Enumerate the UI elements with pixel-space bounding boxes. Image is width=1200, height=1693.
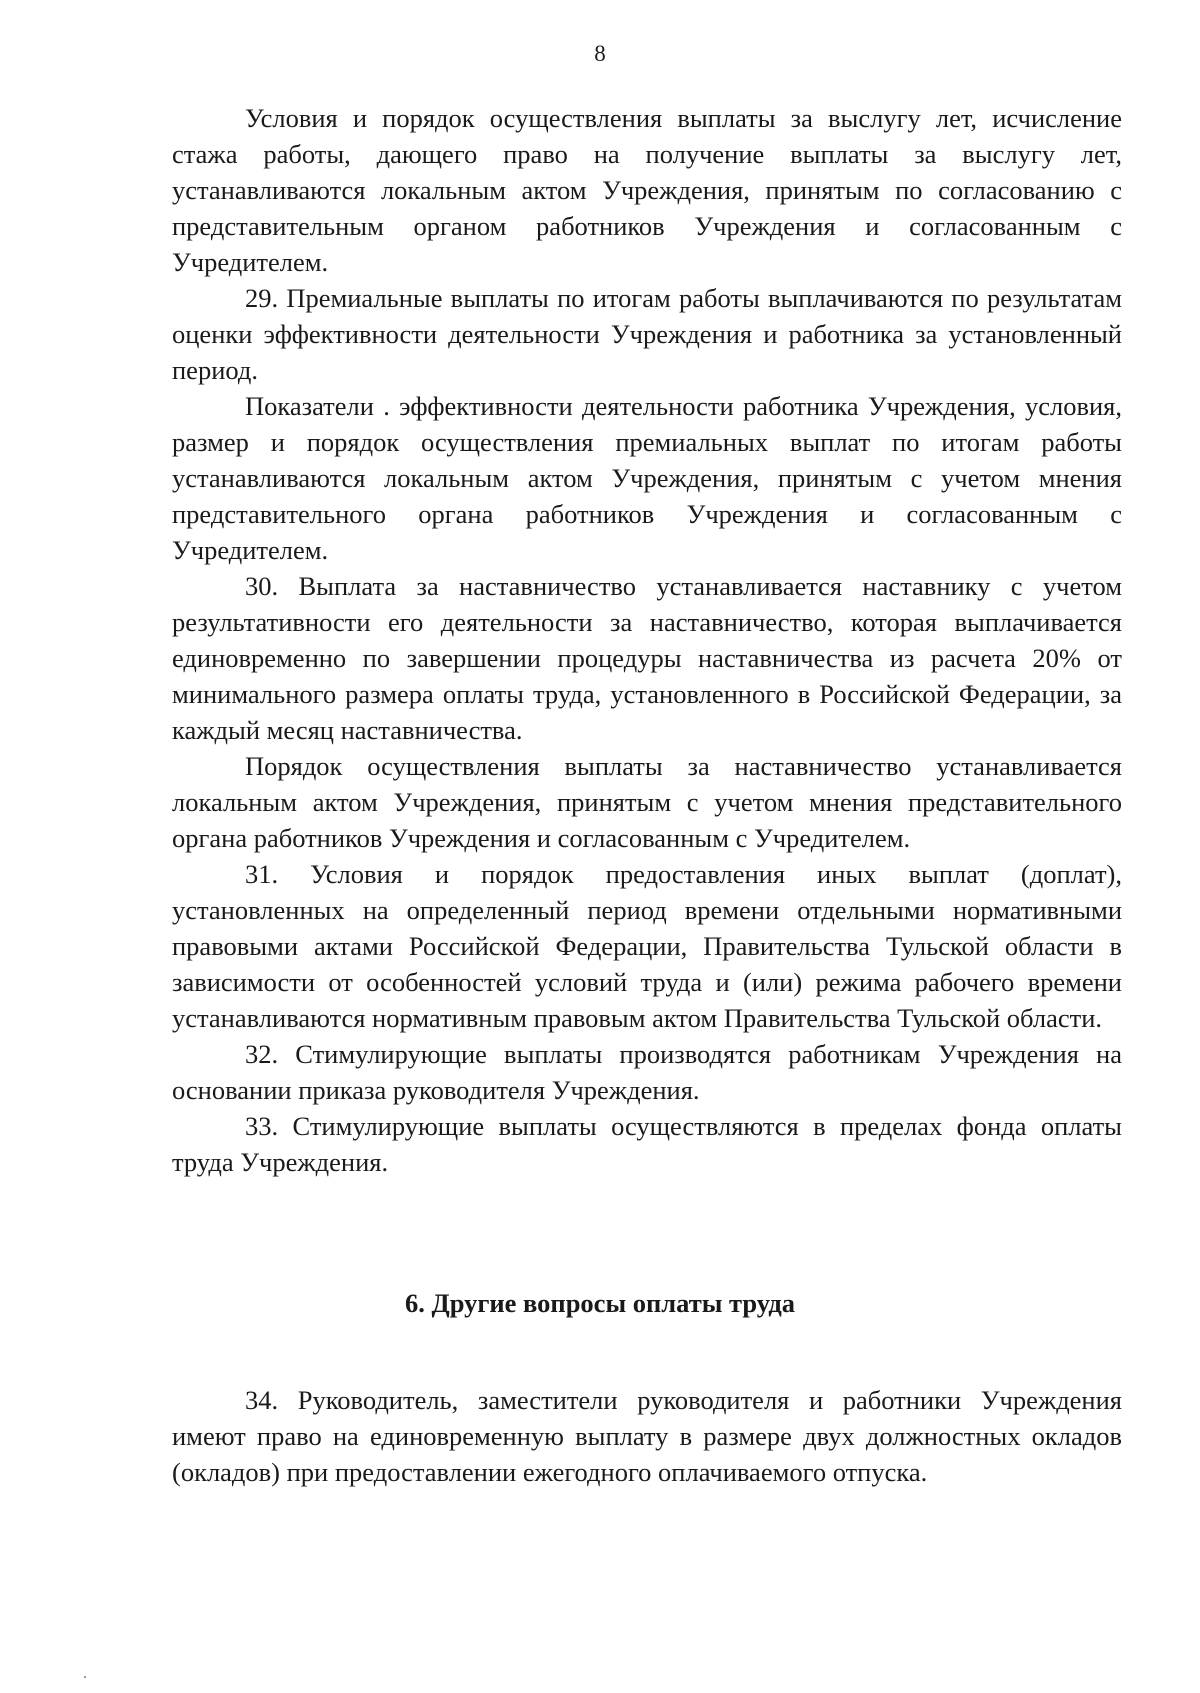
paragraph-33: 33. Стимулирующие выплаты осуществляются в пределах фонда оплаты труда Учреждения.	[172, 1111, 1122, 1177]
paragraph-30: 30. Выплата за наставничество устанавливается наставнику с учетом результативности его деятельности за наставничество, которая выплачивается единовременно по завершении процедуры наставничества из расчета 20% от минимального размера оплаты труда, установленного в Российской Федерации, за каждый месяц наставничества.	[172, 571, 1122, 745]
paragraph-performance-indicators: Показатели . эффективности деятельности работника Учреждения, условия, размер и порядок осуществления премиальных выплат по итогам работы устанавливаются локальным актом Учреждения, принятым с учетом мнения представительного органа работников Учреждения и согласованным с Учредителем.	[172, 391, 1122, 565]
paragraph-29: 29. Премиальные выплаты по итогам работы выплачиваются по результатам оценки эффективности деятельности Учреждения и работника за установленный период.	[172, 283, 1122, 385]
paragraph-32: 32. Стимулирующие выплаты производятся работникам Учреждения на основании приказа руководителя Учреждения.	[172, 1039, 1122, 1105]
paragraph-seniority-conditions: Условия и порядок осуществления выплаты за выслугу лет, исчисление стажа работы, дающего право на получение выплаты за выслугу лет, устанавливаются локальным актом Учреждения, принятым по согласованию с представительным органом работников Учреждения и согласованным с Учредителем.	[172, 103, 1122, 277]
paragraph-34: 34. Руководитель, заместители руководителя и работники Учреждения имеют право на единовременную выплату в размере двух должностных окладов (окладов) при предоставлении ежегодного оплачиваемого отпуска.	[172, 1385, 1122, 1487]
paragraph-31: 31. Условия и порядок предоставления иных выплат (доплат), установленных на определенный период времени отдельными нормативными правовыми актами Российской Федерации, Правительства Тульской области в зависимости от особенностей условий труда и (или) режима рабочего времени устанавливаются нормативным правовым актом Правительства Тульской области.	[172, 859, 1122, 1033]
section-heading: 6. Другие вопросы оплаты труда	[404, 1288, 796, 1318]
page-number: 8	[594, 41, 606, 66]
paragraph-mentoring-procedure: Порядок осуществления выплаты за наставничество устанавливается локальным актом Учреждения, принятым с учетом мнения представительного органа работников Учреждения и согласованным с Учредителем.	[172, 751, 1122, 853]
document-body	[172, 100, 1122, 1180]
section-body	[172, 1382, 1122, 1490]
scan-artifact-dot	[84, 1676, 86, 1678]
